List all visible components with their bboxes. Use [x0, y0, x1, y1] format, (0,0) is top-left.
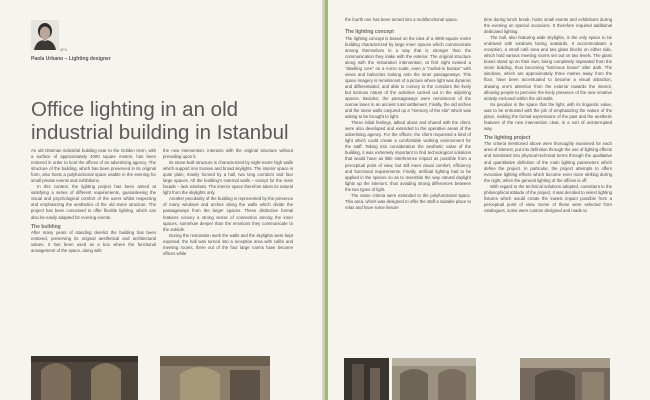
paragraph: During the restoration work the walls and the skylights were kept exposed, the hall was turned into a reception area with cafés and meeting rooms, three out of the four large rooms have become offices while: [163, 232, 293, 256]
left-column-1: [31, 148, 156, 254]
paragraph: These initial feelings, talked about and shared with the client, were also developed and extended to the operative areas of the advertising agency. For the offices, the client requested a kind of light which could create a comfortable working environment for the staff. Taking into consideration the aesthetic value of the building, it was extremely important to find technological solutions that would have as little interference impact as possible from a perceptual point of view, but still meet visual comfort, efficiency and functional requirements. Finally, artificial lighting had to be applied in the spaces so as to resemble the way natural daylight lights up the interiors, thus avoiding strong differences between the two types of light.: [345, 120, 471, 192]
paragraph: the new intervention, interacts with the original structure without prevailing upon it.: [163, 148, 293, 160]
right-column-1: [345, 17, 471, 211]
section-heading: The lighting project: [484, 134, 531, 141]
paragraph: In this context, the lighting project has been aimed at satisfying a series of different requirements, guaranteeing the visual and psychological comfort of the users whilst respecting and emphasizing the aesthetics of the old stone structure. The project has been conceived to offer flexible lighting, which can also be easily adapted for evening events.: [31, 184, 156, 220]
left-column-2: [163, 148, 293, 257]
paragraph: With regard to the technical solutions adopted, consistent to the philosophical attitude of the project, it was decided to select lighting fixtures which would create the lowest impact possible from a perceptual point of view. Some of these were selected from catalogues, some were custom designed and made to: [484, 183, 612, 213]
left-page: [0, 0, 322, 400]
author-portrait: [31, 20, 59, 50]
author-role-tag: APIL: [60, 48, 68, 52]
section-heading: The building: [31, 223, 61, 230]
paragraph: The hall, also featuring wide skylights, is the only space to be endowed with windows facing outwards. It accommodates a reception, a small café area and two glass blocks on either side, which hold various meeting rooms set out on two levels. The glass boxes stand up on their own, being completely separated from the stone building, thus becoming "luminous boxes" after dark. The windows, which are approximately three metres away from the floor, have been accentuated to become a visual attraction, drawing one's attention from the exterior towards the interior, allowing people to perceive the lively presence of the new creative activity enclosed within the old walls.: [484, 35, 612, 101]
interior-photo: [31, 356, 138, 400]
interior-photo: [160, 356, 270, 400]
paragraph: An old Ottoman industrial building near to the Golden Horn, with a surface of approximately 4000 square meters, has been restored in order to host the offices of an advertising agency. The structure of the building, which has been preserved in its original form, also hosts a polyfunctional space usable in the evening for small private events and exhibitions.: [31, 148, 156, 184]
interior-photo: [520, 358, 610, 400]
paragraph: After many years of standing derelict the building has been restored, preserving its original aesthetical and architectural values. It has been used as a box where the functional arrangement of the space, along with: [31, 230, 156, 254]
paragraph: Another peculiarity of the building is represented by the presence of many windows and arches along the walls which divide the passageways from the larger spaces. These distinctive formal features convey a strong sense of connection among the inner spaces, somehow deeper than the emotions they communicate to the outside.: [163, 196, 293, 232]
paragraph: The criteria mentioned above were thoroughly examined for each area of interest, put into definition through the use of lighting effects and translated into physical-technical terms through the qualitative and quantitative definition of the main lighting parameters which define the project. In particular, the project attempts to offers evocative lighting effects which become even more striking during the night, when the general lighting of the offices is off.: [484, 141, 612, 183]
author-byline: [31, 48, 111, 62]
paragraph: So peculiar is the space that the light, with its linguistic value, was to be entrusted with the job of emphasizing the nature of the place, making the formal expressions of the past and the aesthetic features of the new intervention clear, in a sort of uninterrupted way.: [484, 101, 612, 131]
interior-photo: [392, 358, 476, 400]
paragraph: the fourth one has been turned into a multifunctional space.: [345, 17, 458, 22]
paragraph: The lighting concept is based on the idea of a 4000-square metre building characterized by large inner spaces which communicate among themselves in a way that is stronger than the communication they make with the exterior. The original structure along with the restoration intervention, at first sight evoked a "dwelling core" on a micro scale, even a "roofed-in bazaar" with views and balconies looking onto the inner passageways. This space imagery is reminiscent of a picture where light was dynamic and differentiated, and able to convey to the corridors the lively but lustrous nature of the activities carried out in the adjoining spaces. Besides, the passageways were reminiscent of the narrow lanes in an ancient rural settlement. Finally, the old arches and the stone walls conjured up a "memory of the site" which was asking to be brought to light.: [345, 35, 471, 120]
author-name: Paola Urbano – Lighting designer: [31, 56, 111, 62]
article-title: Office lighting in an old industrial building in Istanbul: [31, 98, 289, 144]
paragraph: time during lunch break, hosts small events and exhibitions during the evening on special occasions. It therefore required additional dedicated lighting.: [484, 17, 612, 35]
right-column-2: [484, 17, 612, 214]
section-heading: The lighting concept: [345, 29, 394, 36]
interior-photo: [344, 358, 389, 400]
paragraph: The same criteria were extended to the polyfunctional space. This area, which was designed to offer the staff a suitable place to relax and have some leisure: [345, 192, 471, 210]
paragraph: Its stone-built structure is characterized by eight-metre high walls which support iron trusses and broad skylights. The interior space is quite plain, mainly formed by a hall, two long corridors and four large spaces. All the building's external walls – except for the main facade – lack windows. The interior space therefore takes its natural light from the skylights only.: [163, 160, 293, 196]
